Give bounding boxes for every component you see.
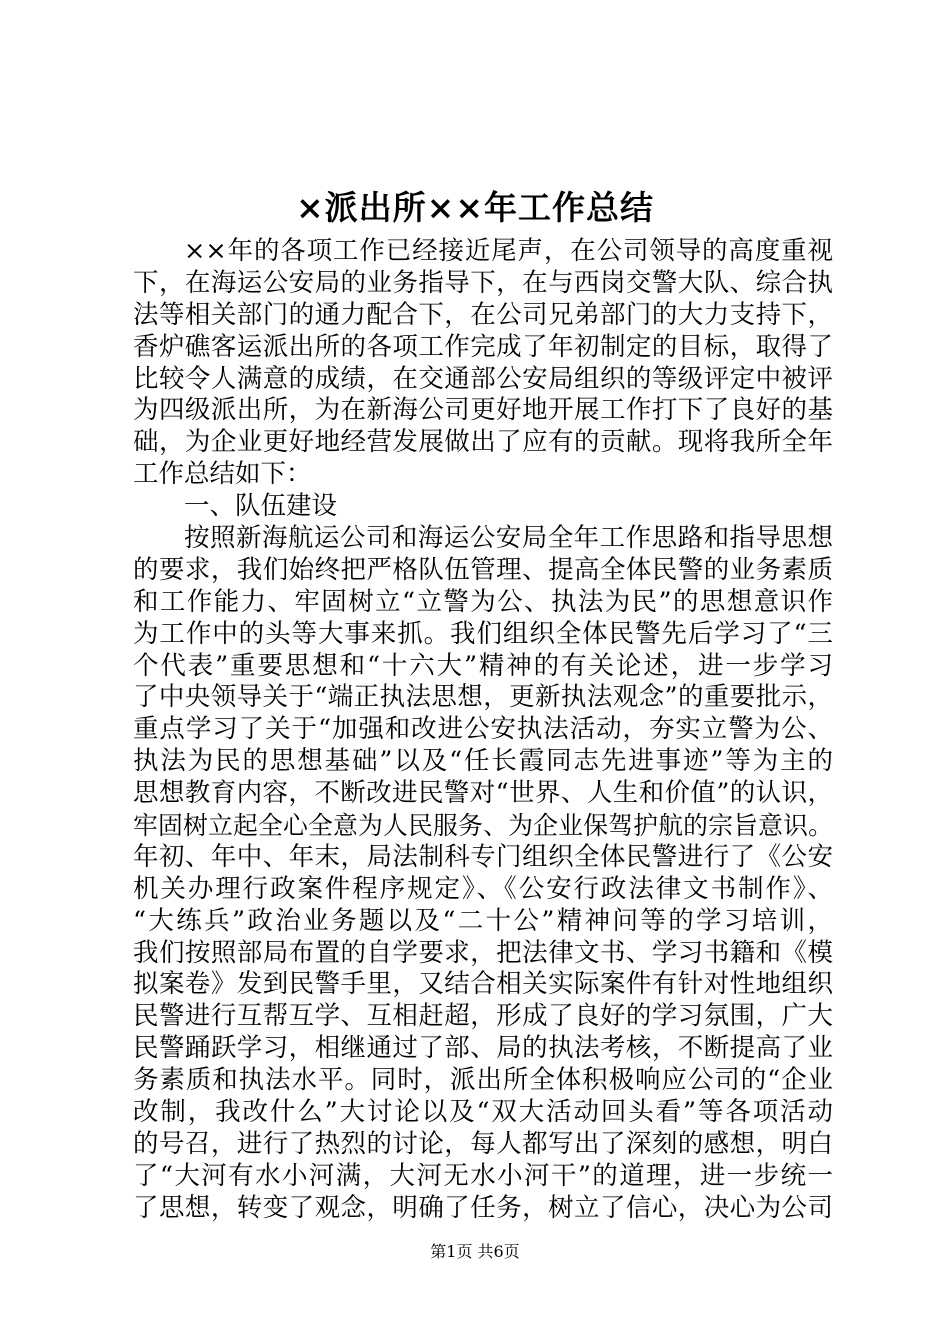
text-line: 为四级派出所，为在新海公司更好地开展工作打下了良好的基 bbox=[133, 395, 833, 426]
text-line: 机关办理行政案件程序规定》、《公安行政法律文书制作》、 bbox=[133, 873, 833, 904]
text-line: 和工作能力、牢固树立“立警为公、执法为民”的思想意识作 bbox=[133, 586, 833, 617]
text-line: 按照新海航运公司和海运公安局全年工作思路和指导思想 bbox=[184, 523, 833, 554]
text-line: 牢固树立起全心全意为人民服务、为企业保驾护航的宗旨意识。 bbox=[133, 811, 833, 841]
text-line: 础，为企业更好地经营发展做出了应有的贡献。现将我所全年 bbox=[133, 427, 833, 458]
text-line: 比较令人满意的成绩，在交通部公安局组织的等级评定中被评 bbox=[133, 363, 833, 394]
text-line: 了“大河有水小河满，大河无水小河干”的道理，进一步统一 bbox=[133, 1160, 833, 1191]
text-line: 了中央领导关于“端正执法思想，更新执法观念”的重要批示， bbox=[133, 682, 833, 713]
text-line: 法等相关部门的通力配合下，在公司兄弟部门的大力支持下， bbox=[133, 299, 833, 330]
text-line: 拟案卷》发到民警手里，又结合相关实际案件有针对性地组织 bbox=[133, 969, 833, 1000]
document-title: ×派出所××年工作总结 bbox=[296, 188, 654, 227]
text-line: 年初、年中、年末，局法制科专门组织全体民警进行了《公安 bbox=[133, 841, 833, 872]
text-line: “大练兵”政治业务题以及“二十公”精神问等的学习培训， bbox=[133, 905, 833, 936]
text-line: 的号召，进行了热烈的讨论，每人都写出了深刻的感想，明白 bbox=[133, 1128, 833, 1159]
text-line: 香炉礁客运派出所的各项工作完成了年初制定的目标，取得了 bbox=[133, 331, 833, 362]
text-line: 民警踊跃学习，相继通过了部、局的执法考核，不断提高了业 bbox=[133, 1033, 833, 1064]
text-line: ××年的各项工作已经接近尾声，在公司领导的高度重视 bbox=[184, 236, 833, 266]
text-line: 思想教育内容，不断改进民警对“世界、人生和价值”的认识， bbox=[133, 778, 833, 809]
text-line: 改制，我改什么”大讨论以及“双大活动回头看”等各项活动 bbox=[133, 1097, 833, 1128]
document-body bbox=[133, 236, 833, 1225]
text-line: 下，在海运公安局的业务指导下，在与西岗交警大队、综合执 bbox=[133, 267, 833, 298]
text-line: 为工作中的头等大事来抓。我们组织全体民警先后学习了“三 bbox=[133, 618, 833, 649]
text-line: 我们按照部局布置的自学要求，把法律文书、学习书籍和《模 bbox=[133, 937, 833, 968]
text-line: 工作总结如下： bbox=[133, 459, 312, 490]
text-line: 务素质和执法水平。同时，派出所全体积极响应公司的“企业 bbox=[133, 1065, 833, 1096]
section-heading: 一、队伍建设 bbox=[184, 491, 338, 522]
text-line: 个代表”重要思想和“十六大”精神的有关论述，进一步学习 bbox=[133, 650, 833, 681]
text-line: 执法为民的思想基础”以及“任长霞同志先进事迹”等为主的 bbox=[133, 746, 833, 777]
text-line: 了思想，转变了观念，明确了任务，树立了信心，决心为公司 bbox=[133, 1192, 833, 1223]
text-line: 重点学习了关于“加强和改进公安执法活动，夯实立警为公、 bbox=[133, 714, 833, 745]
page-number-footer: 第1页 共6页 bbox=[430, 1242, 520, 1261]
text-line: 民警进行互帮互学、互相赶超，形成了良好的学习氛围，广大 bbox=[133, 1001, 833, 1032]
text-line: 的要求，我们始终把严格队伍管理、提高全体民警的业务素质 bbox=[133, 554, 833, 585]
